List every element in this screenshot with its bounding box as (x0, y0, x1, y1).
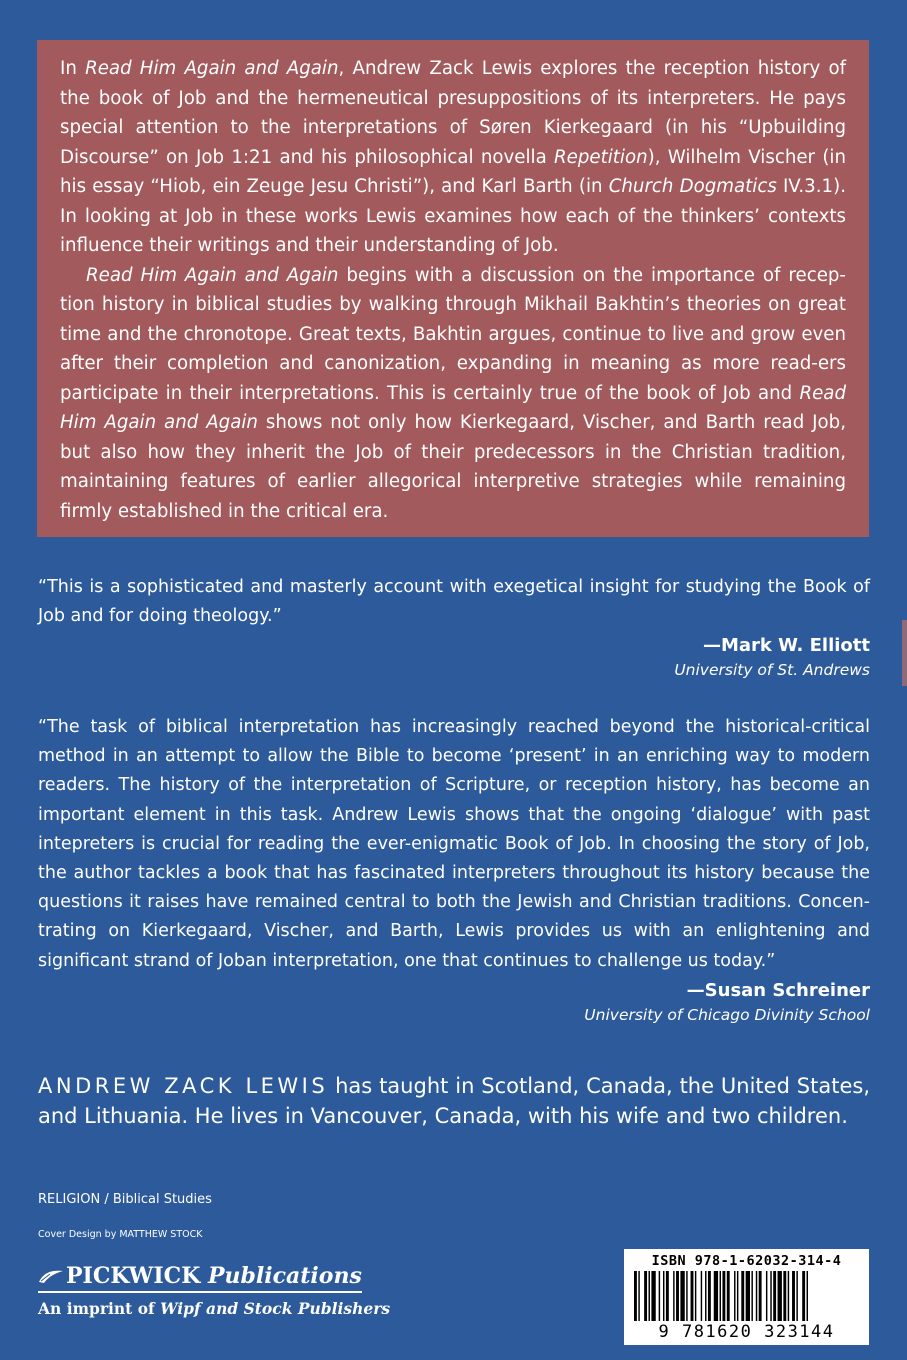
endorser-affiliation: University of St. Andrews (674, 661, 870, 680)
category-label: RELIGION / Biblical Studies (38, 1192, 212, 1207)
barcode-bar (638, 1271, 639, 1321)
barcode-bar (659, 1271, 660, 1321)
publisher-name: PICKWICK (66, 1263, 201, 1289)
barcode-bar (759, 1271, 762, 1321)
blurb-paragraph-2: Read Him Again and Again begins with a discussion on the importance of recep-tion history in biblical studies by walking through Mikhail Bakhtin’s theories on great time and the chronotope. Great texts, Bakhtin argues, continue to live and grow even after their completion and canonization, expanding in meaning as more read-ers participate in their interpretations. This is certainly true of the book of Job and Read Him Again and Again shows not only how Kierkegaard, Vischer, and Barth read Job, but also how they inherit the Job of their predecessors in the Christian tradition, maintaining features of earlier allegorical interpretive strategies while remaining firmly established in the critical era. (60, 264, 846, 522)
barcode-bar (727, 1271, 730, 1321)
barcode-bar (756, 1271, 757, 1321)
barcode-bar (691, 1271, 694, 1321)
barcode-bar (644, 1271, 647, 1321)
barcode-bar (734, 1271, 735, 1321)
cover-design-credit: Cover Design by MATTHEW STOCK (38, 1229, 203, 1240)
edge-strip (902, 620, 907, 686)
publisher-imprint: An imprint of Wipf and Stock Publishers (38, 1299, 391, 1318)
barcode-bar (676, 1271, 679, 1321)
barcode-bar (720, 1271, 721, 1321)
barcode-bar (722, 1271, 725, 1321)
barcode-bar (807, 1271, 808, 1321)
barcode-bar (773, 1271, 776, 1321)
publisher-block (38, 1263, 390, 1318)
barcode-bar (741, 1271, 744, 1321)
quill-icon (38, 1269, 64, 1285)
work-title: Repetition (554, 146, 648, 168)
publisher-name-italic: Publications (207, 1263, 362, 1289)
barcode-bar (651, 1271, 655, 1321)
blurb-paragraph-1: In Read Him Again and Again, Andrew Zack Lewis explores the reception history of the book of Job and the hermeneutical presuppositions of its interpreters. He pays special attention to the interpretations of Søren Kierkegaard (in his “Upbuilding Discourse” on Job 1:21 and his philosophical novella Repetition), Wilhelm Vischer (in his essay “Hiob, ein Zeuge Jesu Christi”), and Karl Barth (in Church Dogmatics IV.3.1). In looking at Job in these works Lewis examines how each of the thinkers’ contexts influence their writings and their understanding of Job. (60, 58, 846, 256)
barcode-bar (666, 1271, 669, 1321)
barcode-digits: 9 781620 323144 (658, 1322, 835, 1342)
endorser-name: —Mark W. Elliott (702, 635, 870, 657)
endorser-name: —Susan Schreiner (686, 979, 870, 1001)
barcode-bar (680, 1271, 684, 1321)
barcode-bar (737, 1271, 738, 1321)
barcode-bar (714, 1271, 718, 1321)
barcode-bar (634, 1271, 637, 1321)
barcode-bar (788, 1271, 789, 1321)
barcode-bar (751, 1271, 752, 1321)
barcode-bar (663, 1271, 664, 1321)
barcode-bar (705, 1271, 706, 1321)
barcode-bar (766, 1271, 767, 1321)
endorser-affiliation: University of Chicago Divinity School (584, 1005, 870, 1024)
endorsement-text: “The task of biblical interpretation has increasingly reached beyond the historical-critical method in an attempt to allow the Bible to become ‘present’ in an enriching way to modern readers. The history of the interpretation of Scripture, or reception history, has become an important element in this task. Andrew Lewis shows that the ongoing ‘dialogue’ with past intepreters is crucial for reading the ever-enigmatic Book of Job. In choosing the story of Job, the author tackles a book that has fascinated interpreters throughout its history because the questions it raises have remained central to both the Jewish and Christian traditions. Concen-trating on Kierkegaard, Vischer, and Barth, Lewis provides us with an enlightening and significant strand of Joban interpretation, one that continues to challenge us today.” (38, 717, 870, 971)
barcode-bar (770, 1271, 771, 1321)
author-bio (38, 1071, 870, 1131)
endorsement-elliott (38, 573, 870, 681)
barcode-bar (649, 1271, 650, 1321)
barcode-bar (778, 1271, 782, 1321)
barcode-bar (746, 1271, 750, 1321)
publisher-logo (38, 1263, 362, 1293)
blurb-box (37, 40, 869, 537)
barcode-bar (686, 1271, 687, 1321)
work-title: Church Dogmatics (608, 176, 777, 197)
endorsement-schreiner (38, 713, 870, 1026)
barcode-bar (708, 1271, 711, 1321)
barcode-bar (783, 1271, 786, 1321)
barcode-bar (701, 1271, 702, 1321)
barcode-box (624, 1249, 869, 1345)
bio-text: has taught in Scotland, Canada, the United States, and Lithuania. He lives in Vancouver, Canada, with his wife and two children. (38, 1074, 870, 1128)
barcode-bar (796, 1271, 797, 1321)
barcode-bar (802, 1271, 805, 1321)
barcode-bars (630, 1269, 863, 1323)
barcode-bar (673, 1271, 674, 1321)
author-name: ANDREW ZACK LEWIS (38, 1074, 329, 1098)
endorsement-text: “This is a sophisticated and masterly account with exegetical insight for studying the Book of Job and for doing theology.” (38, 577, 870, 627)
book-title: Read Him Again and Again (86, 264, 339, 286)
isbn-label: ISBN 978-1-62032-314-4 (651, 1253, 842, 1269)
barcode-bar (792, 1271, 795, 1321)
book-title: Read Him Again and Again (85, 58, 339, 79)
book-title: Read Him Again and Again (60, 382, 846, 433)
barcode-bar (695, 1271, 696, 1321)
